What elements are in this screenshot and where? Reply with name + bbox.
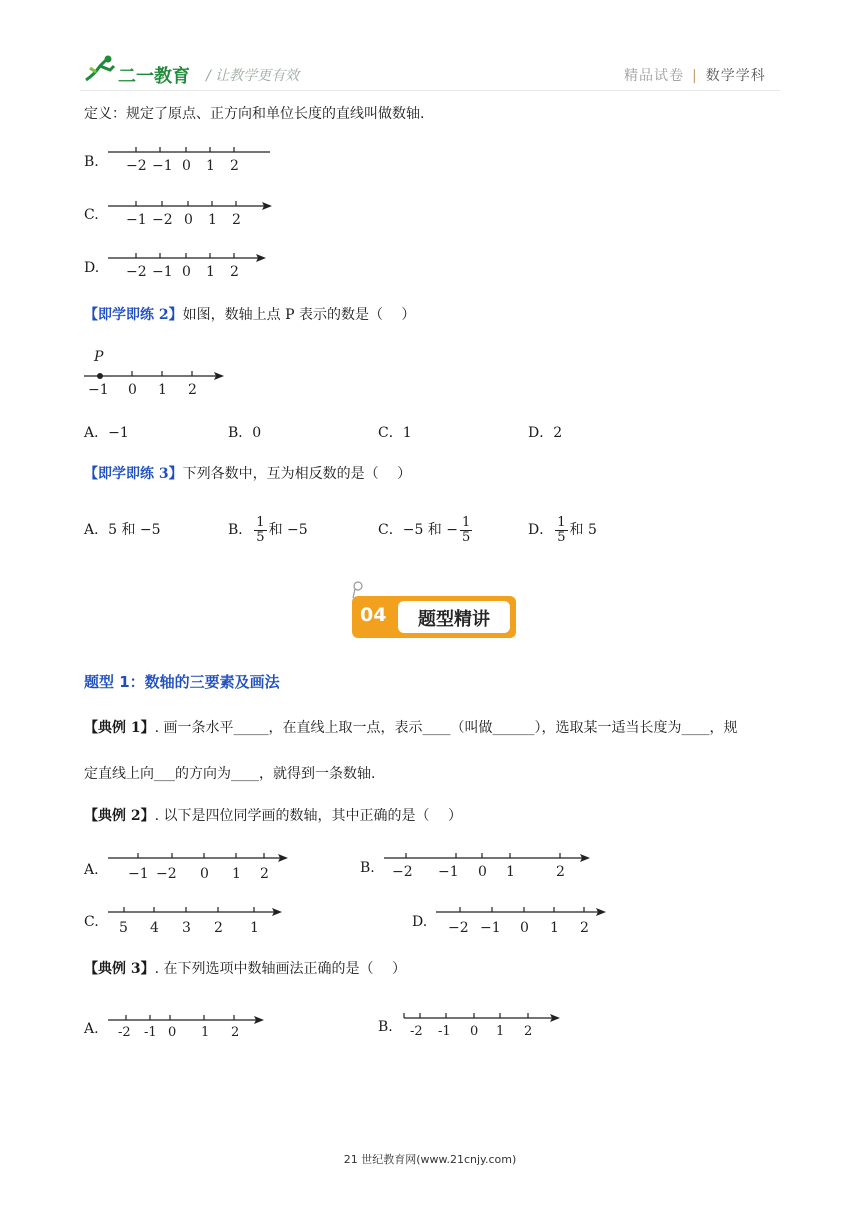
prev-option-d-axis — [108, 248, 278, 284]
tick-label: −1 — [152, 158, 173, 174]
example2-option-d-axis — [436, 902, 616, 938]
example3-option-a-axis — [108, 1010, 274, 1044]
tick-label: −1 — [480, 920, 501, 936]
section-badge — [352, 596, 516, 638]
section-number: 04 — [360, 604, 387, 626]
practice2-text: 如图，数轴上点 P 表示的数是（ ） — [182, 307, 416, 323]
practice3-choice-c: C．−5 和 − $\frac{1}{5}$ — [378, 514, 471, 545]
tick-label: 2 — [524, 1024, 533, 1039]
section-title-box — [398, 601, 510, 633]
tick-label: 0 — [182, 158, 191, 174]
tick-label: −1 — [152, 264, 173, 280]
tick-label: 4 — [150, 920, 159, 936]
tick-label: 3 — [182, 920, 191, 936]
example2-option-b-axis — [384, 848, 600, 884]
tick-label: 2 — [214, 920, 223, 936]
example2-option-c-axis — [108, 902, 292, 938]
example2-text: . 以下是四位同学画的数轴，其中正确的是（ ） — [154, 808, 462, 824]
brand-name: 二一教育 — [118, 66, 190, 87]
tick-label: 0 — [128, 382, 137, 398]
example1-text: . 画一条水平_____，在直线上取一点，表示____（叫做______），选取某一适当长度为____，规 — [154, 720, 738, 736]
tick-label: 1 — [496, 1024, 505, 1039]
tick-label: −1 — [438, 864, 459, 880]
tick-label: 1 — [208, 212, 217, 228]
example2-option-a-label: A. — [84, 862, 99, 878]
tick-label: 2 — [188, 382, 197, 398]
example2-option-b-label: B. — [360, 860, 375, 876]
prev-option-b-label: B. — [84, 154, 99, 170]
practice2-choice-d: D．2 — [528, 425, 563, 441]
tick-label: 1 — [506, 864, 515, 880]
practice3-tag: 【即学即练 3】 — [84, 466, 183, 482]
tick-label: 1 — [206, 264, 215, 280]
example1-line2: 定直线上向___的方向为____，就得到一条数轴. — [84, 766, 376, 782]
prev-option-d-label: D. — [84, 260, 100, 276]
tick-label: 1 — [201, 1025, 210, 1040]
tick-label: 0 — [520, 920, 529, 936]
practice3-choice-b: B． $\frac{1}{5}$ 和 −5 — [228, 514, 308, 545]
tick-label: 2 — [260, 866, 269, 882]
example3-option-b-label: B. — [378, 1019, 393, 1035]
example1-line1 — [84, 718, 738, 738]
practice2-choice-a: A．−1 — [84, 425, 129, 441]
tick-label: 0 — [182, 264, 191, 280]
tick-label: 2 — [230, 264, 239, 280]
practice2-tag: 【即学即练 2】 — [84, 307, 183, 323]
tick-label: 2 — [230, 158, 239, 174]
tick-label: 1 — [158, 382, 167, 398]
practice2-axis — [84, 345, 234, 399]
tick-label: 0 — [478, 864, 487, 880]
practice3-question — [84, 464, 411, 484]
tick-label: −1 — [128, 866, 149, 882]
tick-label: 1 — [250, 920, 259, 936]
fraction: $\frac{1}{5}$ — [256, 514, 265, 545]
page-header — [0, 0, 860, 95]
fraction: $\frac{1}{5}$ — [557, 514, 566, 545]
example2-option-d-label: D. — [412, 914, 428, 930]
tick-label: 0 — [184, 212, 193, 228]
page-footer: 21 世纪教育网(www.21cnjy.com) — [343, 1153, 517, 1166]
tick-label: -2 — [118, 1025, 131, 1040]
tick-label: -1 — [438, 1024, 451, 1039]
example3-option-b-axis — [400, 1008, 570, 1042]
example3-tag: 【典例 3】 — [84, 961, 155, 977]
example2-option-a-axis — [108, 848, 298, 884]
point-label: P — [94, 349, 104, 365]
brand-slogan: / 让教学更有效 — [206, 68, 300, 84]
example3-text: . 在下列选项中数轴画法正确的是（ ） — [154, 961, 406, 977]
runner-logo-icon — [82, 54, 118, 84]
prev-option-c-axis — [108, 196, 278, 232]
tick-label: −1 — [126, 212, 147, 228]
header-separator: | — [692, 68, 698, 84]
tick-label: 2 — [580, 920, 589, 936]
header-rule — [80, 90, 780, 91]
header-right — [624, 65, 766, 85]
tick-label: 1 — [206, 158, 215, 174]
tick-label: −2 — [126, 264, 147, 280]
example3-option-a-label: A. — [84, 1021, 99, 1037]
tick-label: −2 — [126, 158, 147, 174]
tick-label: 1 — [232, 866, 241, 882]
tick-label: -1 — [144, 1025, 157, 1040]
prev-option-b-axis — [108, 142, 278, 178]
example2-option-c-label: C. — [84, 914, 99, 930]
tick-label: −1 — [88, 382, 109, 398]
type1-heading: 题型 1：数轴的三要素及画法 — [84, 673, 280, 691]
section-title: 题型精讲 — [418, 609, 490, 630]
tick-label: 2 — [556, 864, 565, 880]
tick-label: 5 — [119, 920, 128, 936]
definition-text: 定义：规定了原点、正方向和单位长度的直线叫做数轴. — [84, 106, 425, 122]
example1-tag: 【典例 1】 — [84, 720, 155, 736]
tick-label: 0 — [168, 1025, 177, 1040]
tick-label: -2 — [410, 1024, 423, 1039]
example2-question — [84, 806, 462, 826]
practice3-choice-d: D． $\frac{1}{5}$ 和 5 — [528, 514, 597, 545]
header-category: 精品试卷 — [624, 68, 684, 84]
tick-label: 0 — [200, 866, 209, 882]
example2-tag: 【典例 2】 — [84, 808, 155, 824]
practice3-text: 下列各数中，互为相反数的是（ ） — [182, 466, 412, 482]
tick-label: −2 — [152, 212, 173, 228]
tick-label: 2 — [232, 212, 241, 228]
prev-option-c-label: C. — [84, 207, 99, 223]
tick-label: −2 — [448, 920, 469, 936]
practice2-choice-c: C．1 — [378, 425, 412, 441]
practice2-choice-b: B．0 — [228, 425, 262, 441]
tick-label: −2 — [156, 866, 177, 882]
practice2-question — [84, 305, 415, 325]
practice3-choice-a: A．5 和 −5 — [84, 522, 161, 538]
tick-label: 1 — [550, 920, 559, 936]
example3-question — [84, 959, 406, 979]
tick-label: 2 — [231, 1025, 240, 1040]
tick-label: 0 — [470, 1024, 479, 1039]
header-subject: 数学学科 — [705, 68, 766, 84]
tick-label: −2 — [392, 864, 413, 880]
fraction: $\frac{1}{5}$ — [461, 514, 471, 545]
